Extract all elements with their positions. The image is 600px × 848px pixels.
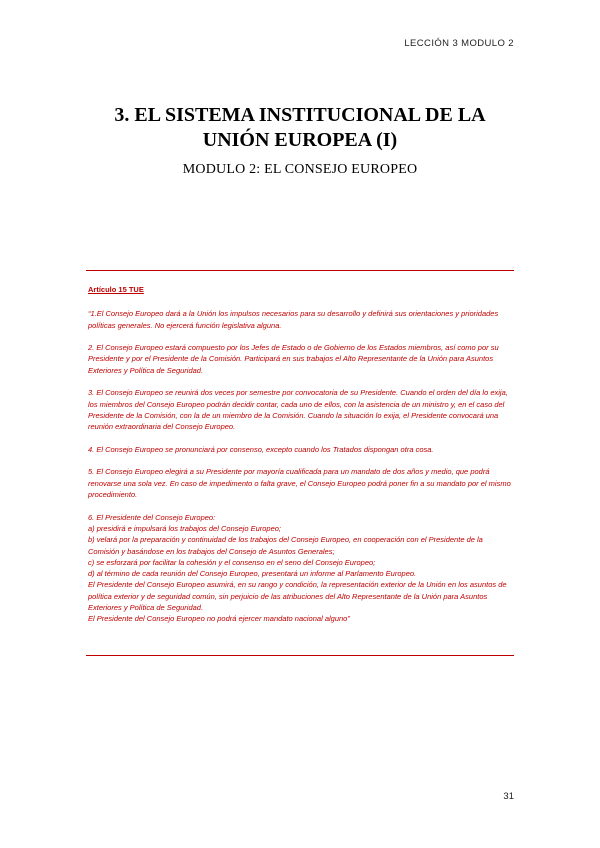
bottom-red-rule [86,655,514,656]
page-number: 31 [503,791,514,802]
page-title [60,103,540,153]
paragraph-4: 4. El Consejo Europeo se pronunciará por consenso, excepto cuando los Tratados dispongan otra cosa. [88,444,434,454]
section6-item-d: d) al término de cada reunión del Consejo Europeo, presentará un informe al Parlamento Europeo. [88,569,417,579]
title-line-1: 3. EL SISTEMA INSTITUCIONAL DE LA [114,104,486,126]
section6-item-b: b) velará por la preparación y continuidad de los trabajos del Consejo Europeo, en cooperación con el Presidente de la Comisión y basándose en los trabajos del Consejo de Asuntos Generales; [88,535,483,556]
article-heading: Artículo 15 TUE [88,285,144,294]
paragraph-1: “1.El Consejo Europeo dará a la Unión los impulsos necesarios para su desarrollo y definirá sus orientaciones y prioridades políticas generales. No ejercerá función legislativa alguna. [88,309,499,330]
top-red-rule [86,270,514,271]
page-subtitle: MODULO 2: EL CONSEJO EUROPEO [182,162,418,177]
section6-item-c: c) se esforzará por facilitar la cohesión y el consenso en el seno del Consejo Europeo; [88,557,376,567]
paragraph-2: 2. El Consejo Europeo estará compuesto por los Jefes de Estado o de Gobierno de los Estados miembros, así como por su Presidente y por el Presidente de la Comisión. Participará en sus trabajos el Alto Representante de la Unión para Asuntos Exteriores y Política de Seguridad. [88,343,499,375]
article-box [88,284,512,625]
running-header: LECCIÓN 3 MODULO 2 [404,38,514,49]
section6-heading: 6. El Presidente del Consejo Europeo: [88,512,216,522]
section6-representation: El Presidente del Consejo Europeo asumirá, en su rango y condición, la representación exterior de la Unión en los asuntos de política exterior y de seguridad común, sin perjuicio de las atribuciones del Alto Representante de la Unión para Asuntos Exteriores y Política de Seguridad. [88,580,507,613]
title-line-2: UNIÓN EUROPEA (I) [202,129,398,151]
paragraph-5: 5. El Consejo Europeo elegirá a su Presidente por mayoría cualificada para un mandato de dos años y medio, que podrá renovarse una sola vez. En caso de impedimento o falta grave, el Consejo Europeo podrá poner fin a su mandato por el mismo procedimiento. [88,467,511,500]
section6-item-a: a) presidirá e impulsará los trabajos del Consejo Europeo; [88,523,282,533]
paragraph-6 [88,512,512,625]
section6-closing: El Presidente del Consejo Europeo no podrá ejercer mandato nacional alguno” [88,614,350,624]
paragraph-3: 3. El Consejo Europeo se reunirá dos veces por semestre por convocatoria de su Presidente. Cuando el orden del día lo exija, los miembros del Consejo Europeo podrán decidir contar, cada uno de ellos, con la asistencia de un ministro y, en el caso del Presidente de la Comisión, con la de un miembro de la Comisión. Cuando la situación lo exija, el Presidente convocará una reunión extraordinaria del Consejo Europeo. [88,388,508,432]
